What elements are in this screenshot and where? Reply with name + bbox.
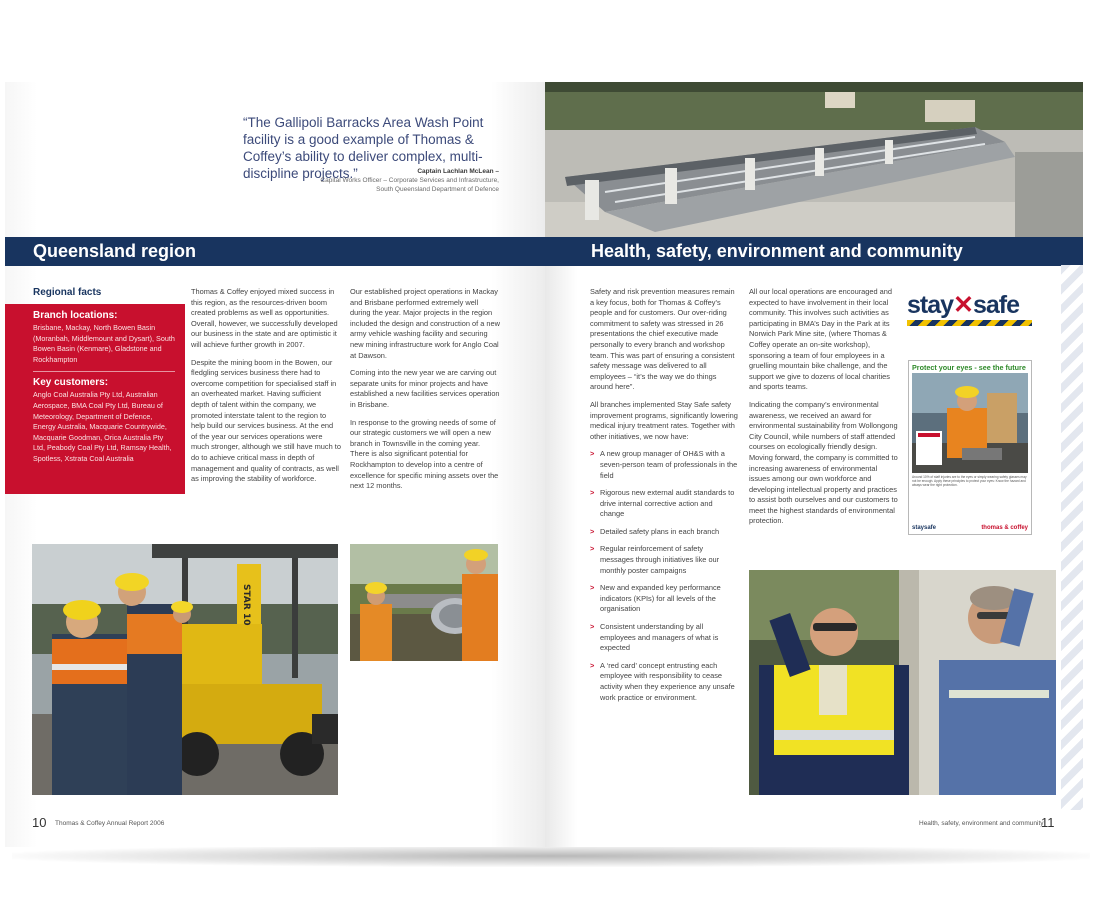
body-column-2 — [749, 287, 899, 534]
logo-stripe — [907, 320, 1032, 326]
poster-footer — [912, 525, 1028, 531]
page-shadow — [12, 845, 1090, 867]
page-number-left: 10 — [32, 815, 47, 830]
paragraph: Safety and risk prevention measures remain a key focus, both for Thomas & Coffey’s people and for customers. Our over-riding commitment to safety was stressed in 26 presentations the chief executive made personally to every branch and workshop team. This was part of ensuring a consistent safety message was delivered to all employees – “it’s the way we do things around here”. — [590, 287, 735, 392]
stay-safe-logo — [907, 292, 1032, 332]
section-heading-bar — [545, 237, 1083, 266]
workers-machine-photo — [32, 544, 338, 795]
poster-title: Protect your eyes - see the future — [912, 363, 1026, 372]
quote-attribution — [255, 167, 499, 194]
paragraph: In response to the growing needs of some of our strategic customers we will open a new branch in Townsville in the coming year. There is also significant potential for Rockhampton to develop into a centre of excellence for specific mining assets over the next 12 months. — [350, 417, 499, 491]
pull-quote: “The Gallipoli Barracks Area Wash Point facility is a good example of Thomas & Coffey’s ability to deliver complex, multi-discipline projects.” — [243, 115, 484, 181]
regional-facts-box — [5, 304, 185, 494]
facts-divider — [33, 371, 175, 372]
body-column-1 — [191, 287, 341, 492]
key-customers-heading: Key customers: — [33, 377, 109, 389]
page-number-right: 11 — [1041, 815, 1055, 830]
quote-role-line1: Capital Works Officer – Corporate Services and Infrastructure, — [320, 177, 499, 184]
paragraph: Thomas & Coffey enjoyed mixed success in this region, as the resources-driven boom created problems as well as opportunities. Overall, however, we successfully developed our business in the state and are optimistic it will achieve further growth in 2007. — [191, 287, 338, 349]
poster-body: Around 10% of staff injuries are to the eyes or simply wearing safety glasses may not be enough. Apply these principles to protect your eyes: Know the hazard and always wear the right protection. — [912, 475, 1027, 487]
section-heading: Health, safety, environment and community — [591, 241, 963, 261]
right-page — [545, 82, 1085, 847]
poster-footer-logo: staysafe — [912, 525, 937, 531]
initiatives-list — [590, 449, 738, 703]
branch-locations-heading: Branch locations: — [33, 310, 118, 321]
poster-footer-brand: thomas & coffey — [981, 525, 1028, 531]
workers-pipe-photo — [350, 544, 498, 661]
regional-facts-title: Regional facts — [33, 287, 102, 298]
section-heading-bar — [5, 237, 545, 266]
wash-facility-photo — [545, 82, 1083, 237]
logo-cross-icon: ✕ — [953, 291, 973, 319]
logo-part-safe: safe — [973, 291, 1020, 319]
decorative-hatch — [1061, 265, 1083, 810]
branch-locations-text: Brisbane, Mackay, North Bowen Basin (Moranbah, Middlemount and Dysart), South Bowen Basin (Kenmare), Gladstone and Rockhampton — [33, 323, 175, 364]
left-page — [5, 82, 545, 847]
body-column-2 — [350, 287, 500, 499]
logo-part-stay: stay — [907, 291, 954, 319]
list-item: > Regular reinforcement of safety messages through initiatives like our monthly poster campaigns — [590, 544, 720, 575]
body-column-1 — [590, 287, 738, 710]
list-item: > Consistent understanding by all employees and managers of what is expected — [590, 622, 719, 653]
paragraph: All our local operations are encouraged and expected to have involvement in their local community. This involves such activities as participating in BMA’s Day in the Park at its Norwich Park Mine site, (where Thomas & Coffey operate an on-site workshop), sponsoring a team of four employees in a gruelling mountain bike challenge, and the support we give to dozens of local charities and sports teams. — [749, 287, 892, 392]
quote-author: Captain Lachlan McLean – — [417, 168, 499, 175]
list-item: > A ‘red card’ concept entrusting each employee with responsibility to cease activity when they experience any unsafe work practice or environment. — [590, 660, 735, 702]
safety-poster — [908, 360, 1032, 535]
safety-glasses-photo — [749, 570, 1056, 795]
footer-text-left: Thomas & Coffey Annual Report 2006 — [55, 820, 165, 827]
brochure-spread — [5, 82, 1085, 847]
section-heading: Queensland region — [33, 241, 197, 261]
list-item: > Rigorous new external audit standards to drive internal corrective action and change — [590, 488, 735, 519]
paragraph: Our established project operations in Mackay and Brisbane performed extremely well during the year. Major projects in the region included the design and construction of a new army vehicle washing facility and securing new mining infrastructure work for Anglo Coal at Dawson. — [350, 287, 500, 360]
paragraph: All branches implemented Stay Safe safety improvement programs, significantly lowering medical injury treatment rates. Together with other initiatives, we now have: — [590, 399, 738, 441]
paragraph: Indicating the company’s environmental awareness, we received an award for environmental sustainability from Wollongong City Council, while numbers of staff attended courses on ecologically friendly design. Moving forward, the company is committed to increasing awareness of environmental issues among our own workforce and developing intellectual property and practices to assist both ourselves and our customers to meet the highest standards of environmental protection. — [749, 399, 898, 526]
poster-image — [912, 373, 1028, 473]
paragraph: Coming into the new year we are carving out separate units for minor projects and have established a new facilities services operation in Brisbane. — [350, 368, 500, 409]
footer-text-right: Health, safety, environment and community — [919, 820, 1044, 827]
list-item: > Detailed safety plans in each branch — [590, 526, 720, 536]
paragraph: Despite the mining boom in the Bowen, our fledgling services business there had to overcome competition for specialised staff in an overheated market. Having sufficient depth of talent within the company, we promoted interstate talent to the region to help build our services business. At the end of the year our services operations were much stronger, although we still have much to do to achieve critical mass in depth of management and quality of contracts, as well as improving the stability of workforce. — [191, 357, 341, 484]
machine-label: STAR 10 — [241, 584, 251, 626]
quote-role-line2: South Queensland Department of Defence — [376, 186, 499, 193]
list-item: > New and expanded key performance indicators (KPIs) for all levels of the organisation — [590, 583, 721, 614]
list-item: > A new group manager of OH&S with a seven-person team of professionals in the field — [590, 449, 738, 480]
key-customers-text: Anglo Coal Australia Pty Ltd, Australian Aerospace, BMA Coal Pty Ltd, Bureau of Meteorology, Department of Defence, Energy Australia, Macquarie Countrywide, Macquarie Goodman, Orica Australia Pty Ltd, Peabody Coal Pty Ltd, Ramsay Health, Spotless, Xstrata Coal Australia — [33, 390, 172, 463]
